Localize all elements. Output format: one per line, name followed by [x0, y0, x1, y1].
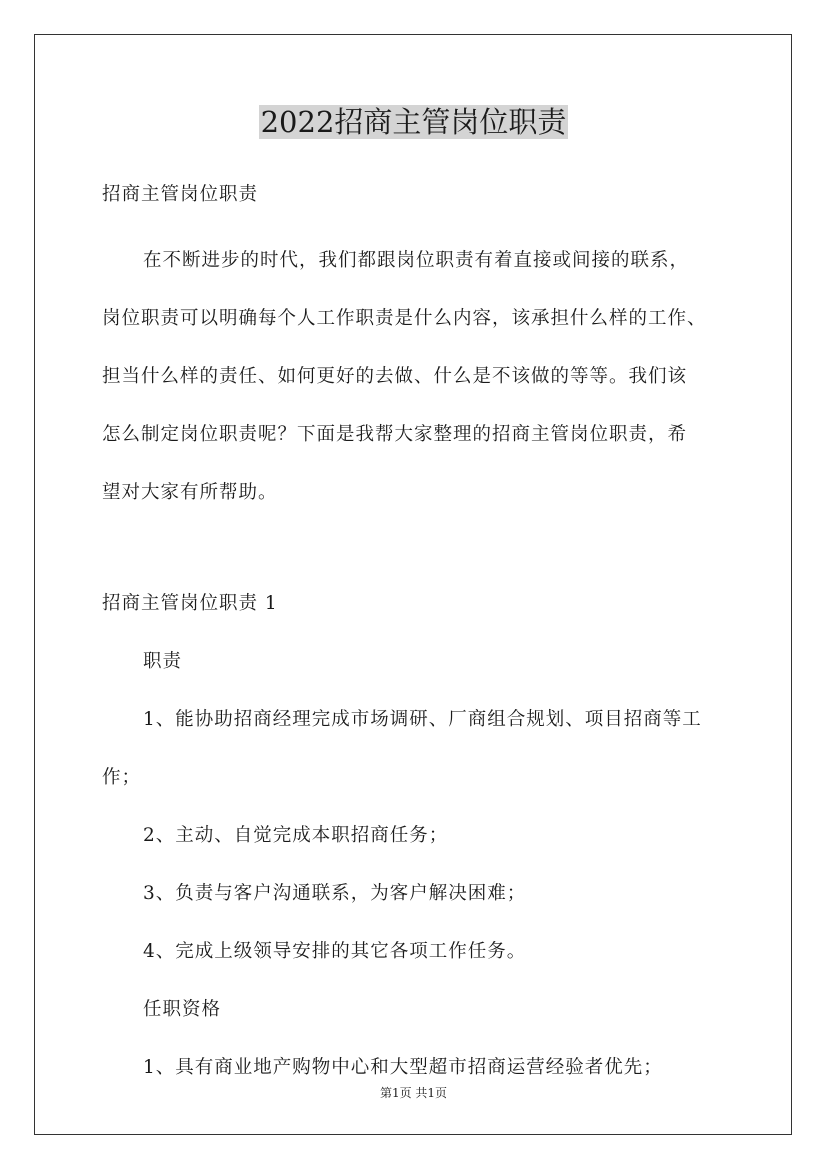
intro-line: 担当什么样的责任、如何更好的去做、什么是不该做的等等。我们该 [102, 366, 688, 387]
intro-line: 在不断进步的时代，我们都跟岗位职责有着直接或间接的联系， [143, 250, 690, 271]
duty-item-continuation: 作； [102, 767, 142, 788]
document-title [0, 103, 827, 141]
duty-item: 3、负责与客户沟通联系，为客户解决困难； [143, 883, 527, 904]
qualification-item: 1、具有商业地产购物中心和大型超市招商运营经验者优先； [143, 1057, 663, 1078]
intro-line: 岗位职责可以明确每个人工作职责是什么内容，该承担什么样的工作、 [102, 308, 707, 329]
document-subtitle: 招商主管岗位职责 [102, 184, 259, 205]
intro-line: 望对大家有所帮助。 [102, 482, 278, 503]
intro-line: 怎么制定岗位职责呢？下面是我帮大家整理的招商主管岗位职责，希 [102, 424, 688, 445]
document-body [102, 175, 742, 1097]
page-footer: 第1页 共1页 [379, 1086, 448, 1100]
duty-item: 2、主动、自觉完成本职招商任务； [143, 825, 449, 846]
duty-item: 4、完成上级领导安排的其它各项工作任务。 [143, 941, 527, 962]
document-title-text: 2022招商主管岗位职责 [260, 105, 567, 139]
qualifications-label: 任职资格 [143, 999, 222, 1020]
intro-paragraph [102, 232, 742, 522]
duty-item: 1、能协助招商经理完成市场调研、厂商组合规划、项目招商等工 [143, 709, 702, 730]
section-heading: 招商主管岗位职责 1 [102, 593, 278, 614]
duties-label: 职责 [143, 651, 183, 672]
